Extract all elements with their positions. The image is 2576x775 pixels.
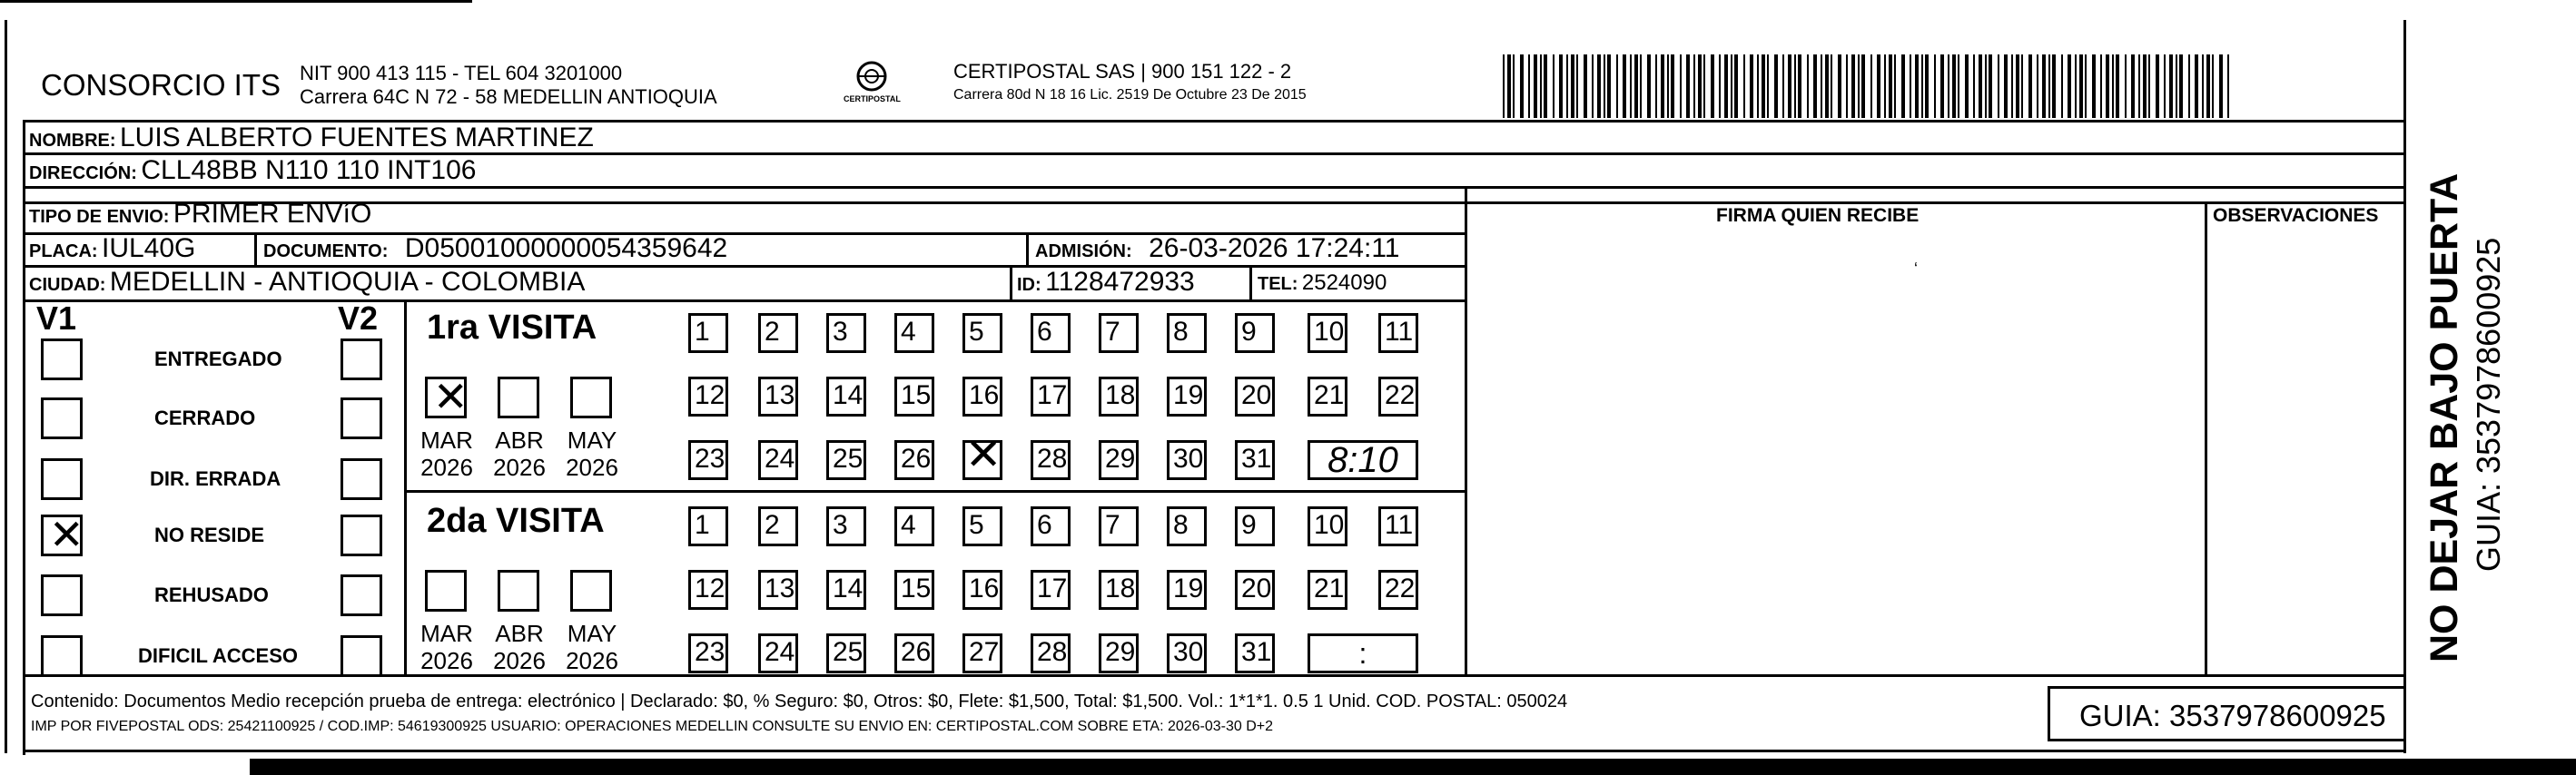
footer-guia: GUIA: 3537978600925: [2079, 699, 2386, 732]
day-box[interactable]: 1: [688, 506, 728, 546]
day-box[interactable]: 15: [894, 377, 934, 417]
day-box[interactable]: 8: [1167, 506, 1207, 546]
day-box[interactable]: 25: [826, 633, 866, 673]
month-year: 2026: [566, 647, 618, 674]
day-box[interactable]: 28: [1031, 633, 1071, 673]
day-box[interactable]: 28: [1031, 440, 1071, 480]
day-box[interactable]: 16: [962, 377, 1002, 417]
month-label: [560, 620, 624, 674]
direccion-value: CLL48BB N110 110 INT106: [141, 155, 477, 185]
side-warning: NO DEJAR BAJO PUERTA: [2423, 172, 2466, 662]
month-label: [560, 427, 624, 481]
check-mark-icon: ✕: [49, 511, 84, 558]
day-box[interactable]: 26: [894, 633, 934, 673]
day-box[interactable]: 14: [826, 377, 866, 417]
day-box[interactable]: 10: [1308, 313, 1347, 353]
month-label: [415, 427, 479, 481]
check-mark-icon: ✕: [965, 431, 1002, 479]
day-box[interactable]: 12: [688, 570, 728, 610]
day-box[interactable]: 24: [758, 440, 798, 480]
day-box[interactable]: 29: [1099, 440, 1139, 480]
day-box[interactable]: 2: [758, 506, 798, 546]
tel-label: TEL:: [1258, 274, 1298, 294]
month-checkbox[interactable]: [570, 570, 612, 612]
day-box[interactable]: 25: [826, 440, 866, 480]
status-label: NO RESIDE: [154, 524, 265, 546]
observaciones-label: OBSERVACIONES: [2213, 205, 2379, 226]
day-box[interactable]: 24: [758, 633, 798, 673]
day-box[interactable]: 19: [1167, 570, 1207, 610]
day-box[interactable]: [962, 431, 1002, 480]
company-nit: NIT 900 413 115 - TEL 604 3201000: [300, 62, 623, 84]
day-box[interactable]: 9: [1235, 313, 1275, 353]
month-checkbox[interactable]: [570, 377, 612, 418]
day-box[interactable]: 22: [1378, 570, 1418, 610]
day-box[interactable]: 11: [1378, 506, 1418, 546]
day-box[interactable]: 18: [1099, 570, 1139, 610]
day-box[interactable]: 23: [688, 440, 728, 480]
day-box[interactable]: 11: [1378, 313, 1418, 353]
day-box[interactable]: 13: [758, 570, 798, 610]
check-mark-icon: ✕: [433, 373, 469, 420]
month-year: 2026: [420, 647, 473, 674]
month-label: [488, 620, 551, 674]
day-box[interactable]: 17: [1031, 570, 1071, 610]
month-checkbox[interactable]: [425, 373, 469, 420]
courier-address: Carrera 80d N 18 16 Lic. 2519 De Octubre 23 De 2015: [953, 87, 1307, 103]
month-year: 2026: [493, 454, 546, 481]
side-guia: GUIA: 3537978600925: [2470, 237, 2507, 572]
month-name: MAR: [420, 620, 473, 647]
v2-checkbox[interactable]: [341, 515, 382, 556]
day-box[interactable]: 23: [688, 633, 728, 673]
day-box[interactable]: 31: [1235, 440, 1275, 480]
v1-checkbox[interactable]: [41, 458, 83, 500]
v1-checkbox[interactable]: [41, 338, 83, 380]
tel-value: 2524090: [1301, 270, 1387, 295]
month-label: [488, 427, 551, 481]
footer-line-2: IMP POR FIVEPOSTAL ODS: 25421100925 / COD.IMP: 54619300925 USUARIO: OPERACIONES MEDELLIN CONSULTE SU ENVIO EN: CERTIPOSTAL.COM SOBRE ETA: 2026-03-30 D+2: [31, 719, 1274, 734]
direccion-label: DIRECCIÓN:: [29, 163, 137, 183]
nombre-label: NOMBRE:: [29, 131, 116, 151]
day-box[interactable]: 18: [1099, 377, 1139, 417]
day-box[interactable]: 16: [962, 570, 1002, 610]
status-label: DIFICIL ACCESO: [138, 644, 299, 667]
courier-line: CERTIPOSTAL SAS | 900 151 122 - 2: [953, 60, 1292, 83]
nombre-value: LUIS ALBERTO FUENTES MARTINEZ: [120, 123, 594, 152]
day-box[interactable]: 27: [962, 633, 1002, 673]
day-box[interactable]: 20: [1235, 377, 1275, 417]
month-year: 2026: [493, 647, 546, 674]
day-box[interactable]: 7: [1099, 506, 1139, 546]
day-box[interactable]: 30: [1167, 633, 1207, 673]
company-address: Carrera 64C N 72 - 58 MEDELLIN ANTIOQUIA: [300, 85, 717, 108]
day-box[interactable]: 6: [1031, 313, 1071, 353]
day-box[interactable]: 31: [1235, 633, 1275, 673]
ciudad-value: MEDELLIN - ANTIOQUIA - COLOMBIA: [109, 267, 586, 297]
month-name: MAY: [567, 427, 617, 454]
v2-checkbox[interactable]: [341, 397, 382, 439]
day-box[interactable]: 8: [1167, 313, 1207, 353]
courier-logo-text: CERTIPOSTAL: [844, 94, 901, 103]
day-box[interactable]: 12: [688, 377, 728, 417]
month-name: MAY: [567, 620, 617, 647]
company-name: CONSORCIO ITS: [41, 68, 281, 102]
day-box[interactable]: 13: [758, 377, 798, 417]
month-checkbox[interactable]: [498, 570, 539, 612]
v1-checkbox[interactable]: [41, 511, 84, 558]
month-checkbox[interactable]: [425, 570, 467, 612]
day-box[interactable]: 17: [1031, 377, 1071, 417]
month-label: [415, 620, 479, 674]
month-name: ABR: [495, 427, 544, 454]
day-box[interactable]: 3: [826, 506, 866, 546]
admision-value: 26-03-2026 17:24:11: [1149, 233, 1400, 263]
v2-checkbox[interactable]: [341, 635, 382, 677]
footer-line-1: Contenido: Documentos Medio recepción prueba de entrega: electrónico | Declarado: $0, % Seguro: $0, Otros: $0, Flete: $1,500, Total: $1,500. Vol.: 1*1*1. 0.5 1 Unid. COD. POSTAL: 050024: [31, 692, 1568, 711]
month-name: MAR: [420, 427, 473, 454]
month-checkbox[interactable]: [498, 377, 539, 418]
v1-checkbox[interactable]: [41, 397, 83, 439]
day-box[interactable]: 4: [894, 506, 934, 546]
documento-value: D05001000000054359642: [404, 233, 728, 263]
ciudad-label: CIUDAD:: [29, 275, 106, 295]
id-label: ID:: [1017, 275, 1041, 295]
bottom-bar: [250, 759, 2576, 775]
tipo-label: TIPO DE ENVIO:: [29, 207, 170, 227]
day-box[interactable]: 7: [1099, 313, 1139, 353]
day-box[interactable]: 6: [1031, 506, 1071, 546]
day-box[interactable]: 10: [1308, 506, 1347, 546]
v1-checkbox[interactable]: [41, 574, 83, 616]
status-label: REHUSADO: [154, 584, 269, 606]
status-label: DIR. ERRADA: [150, 467, 281, 490]
tipo-value: PRIMER ENVíO: [173, 199, 372, 229]
day-box[interactable]: 19: [1167, 377, 1207, 417]
signature-mark: ‘: [1914, 260, 1918, 278]
day-box[interactable]: 15: [894, 570, 934, 610]
day-box[interactable]: 20: [1235, 570, 1275, 610]
day-box[interactable]: 22: [1378, 377, 1418, 417]
day-box[interactable]: 4: [894, 313, 934, 353]
day-box[interactable]: 21: [1308, 570, 1347, 610]
firma-label: FIRMA QUIEN RECIBE: [1716, 205, 1920, 226]
v1-checkbox[interactable]: [41, 635, 83, 677]
day-box[interactable]: 26: [894, 440, 934, 480]
documento-label: DOCUMENTO:: [263, 241, 389, 261]
status-label: ENTREGADO: [154, 348, 282, 370]
id-value: 1128472933: [1045, 267, 1195, 297]
month-name: ABR: [495, 620, 544, 647]
day-box[interactable]: 5: [962, 313, 1002, 353]
placa-value: IUL40G: [102, 233, 196, 263]
day-box[interactable]: 29: [1099, 633, 1139, 673]
admision-label: ADMISIÓN:: [1035, 241, 1132, 261]
month-year: 2026: [566, 454, 618, 481]
v2-checkbox[interactable]: [341, 574, 382, 616]
time-box[interactable]: 8:10: [1308, 440, 1418, 480]
day-box[interactable]: 30: [1167, 440, 1207, 480]
v2-checkbox[interactable]: [341, 458, 382, 500]
v2-checkbox[interactable]: [341, 338, 382, 380]
top-rule: [0, 0, 472, 3]
visit-title: 2da VISITA: [427, 502, 605, 540]
day-box[interactable]: 9: [1235, 506, 1275, 546]
day-box[interactable]: 14: [826, 570, 866, 610]
visit-title: 1ra VISITA: [427, 309, 597, 347]
v2-label: V2: [338, 299, 379, 337]
day-box[interactable]: 1: [688, 313, 728, 353]
v1-label: V1: [36, 299, 77, 337]
status-label: CERRADO: [154, 407, 256, 429]
month-year: 2026: [420, 454, 473, 481]
time-box[interactable]: :: [1308, 633, 1418, 673]
day-box[interactable]: 21: [1308, 377, 1347, 417]
day-box[interactable]: 3: [826, 313, 866, 353]
placa-label: PLACA:: [29, 241, 98, 261]
day-box[interactable]: 5: [962, 506, 1002, 546]
day-box[interactable]: 2: [758, 313, 798, 353]
